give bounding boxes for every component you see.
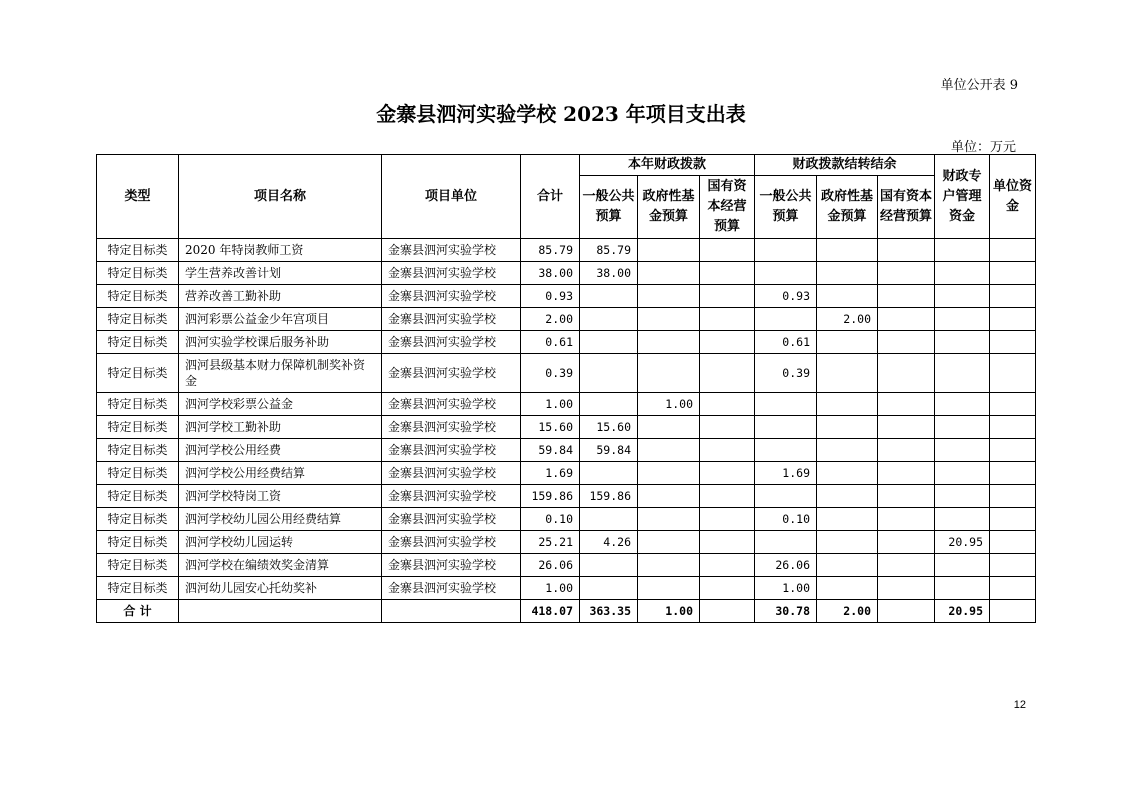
- header-carryover-group: 财政拨款结转结余: [755, 155, 935, 176]
- cell-type: 特定目标类: [97, 554, 179, 577]
- cell-co-general: 0.39: [755, 354, 817, 393]
- cell-cy-gov-fund: [638, 462, 700, 485]
- cell-cy-gov-fund: [638, 416, 700, 439]
- cell-project-name: 泗河幼儿园安心托幼奖补: [179, 577, 382, 600]
- cell-type: 特定目标类: [97, 331, 179, 354]
- header-co-gov-fund: 政府性基金预算: [817, 176, 878, 239]
- cell-total: 0.93: [521, 285, 580, 308]
- cell-co-state-capital: [878, 285, 935, 308]
- cell-project-name: 泗河学校特岗工资: [179, 485, 382, 508]
- form-number: 单位公开表 9: [940, 78, 1018, 93]
- cell-project-name: 2020 年特岗教师工资: [179, 239, 382, 262]
- cell-co-state-capital: [878, 485, 935, 508]
- cell-project-name: 泗河学校在编绩效奖金清算: [179, 554, 382, 577]
- cell-fiscal-special: [935, 554, 990, 577]
- header-current-year-group: 本年财政拨款: [580, 155, 755, 176]
- cell-co-gov-fund: [817, 577, 878, 600]
- cell-co-general: 0.93: [755, 285, 817, 308]
- cell-co-gov-fund: [817, 285, 878, 308]
- table-row: [97, 554, 1036, 577]
- cell-project-unit: 金寨县泗河实验学校: [382, 439, 521, 462]
- cell-total: 2.00: [521, 308, 580, 331]
- cell-project-unit: 金寨县泗河实验学校: [382, 485, 521, 508]
- header-cy-general: 一般公共预算: [580, 176, 638, 239]
- cell-unit-funds: [990, 577, 1036, 600]
- cell-cy-state-capital: [700, 331, 755, 354]
- header-project-name: 项目名称: [179, 155, 382, 239]
- cell-cy-gov-fund: [638, 508, 700, 531]
- cell-co-state-capital: [878, 308, 935, 331]
- cell-co-state-capital: [878, 354, 935, 393]
- cell-unit-funds: [990, 308, 1036, 331]
- cell-co-gov-fund: [817, 416, 878, 439]
- cell-type: 特定目标类: [97, 462, 179, 485]
- cell-project-name: 泗河县级基本财力保障机制奖补资金: [179, 354, 382, 393]
- header-fiscal-special: 财政专户管理资金: [935, 155, 990, 239]
- cell-unit-funds: [990, 508, 1036, 531]
- cell-fiscal-special: [935, 393, 990, 416]
- cell-fiscal-special: [935, 262, 990, 285]
- cell-project-name: 泗河学校公用经费结算: [179, 462, 382, 485]
- cell-unit-funds: [990, 285, 1036, 308]
- cell-total: 1.69: [521, 462, 580, 485]
- cell-co-general: [755, 485, 817, 508]
- totals-co-gov-fund: 2.00: [817, 600, 878, 623]
- cell-co-state-capital: [878, 462, 935, 485]
- cell-cy-gov-fund: [638, 554, 700, 577]
- cell-unit-funds: [990, 554, 1036, 577]
- cell-project-unit: 金寨县泗河实验学校: [382, 508, 521, 531]
- table-row: [97, 354, 1036, 393]
- cell-project-name: 营养改善工勤补助: [179, 285, 382, 308]
- cell-co-gov-fund: [817, 393, 878, 416]
- cell-cy-state-capital: [700, 554, 755, 577]
- cell-type: 特定目标类: [97, 239, 179, 262]
- cell-unit-funds: [990, 416, 1036, 439]
- totals-row: [97, 600, 1036, 623]
- cell-cy-state-capital: [700, 531, 755, 554]
- cell-unit-funds: [990, 331, 1036, 354]
- cell-cy-state-capital: [700, 354, 755, 393]
- header-co-general: 一般公共预算: [755, 176, 817, 239]
- cell-unit-funds: [990, 354, 1036, 393]
- cell-co-state-capital: [878, 531, 935, 554]
- cell-project-unit: 金寨县泗河实验学校: [382, 554, 521, 577]
- cell-total: 25.21: [521, 531, 580, 554]
- cell-cy-gov-fund: [638, 308, 700, 331]
- cell-co-gov-fund: [817, 439, 878, 462]
- cell-co-gov-fund: [817, 239, 878, 262]
- table-row: [97, 577, 1036, 600]
- cell-project-unit: 金寨县泗河实验学校: [382, 416, 521, 439]
- cell-co-state-capital: [878, 416, 935, 439]
- cell-project-name: 泗河学校彩票公益金: [179, 393, 382, 416]
- cell-co-state-capital: [878, 439, 935, 462]
- cell-total: 26.06: [521, 554, 580, 577]
- unit-label: 单位：万元: [950, 140, 1016, 155]
- cell-co-gov-fund: [817, 508, 878, 531]
- cell-cy-general: [580, 554, 638, 577]
- cell-total: 159.86: [521, 485, 580, 508]
- cell-total: 85.79: [521, 239, 580, 262]
- cell-cy-general: 4.26: [580, 531, 638, 554]
- totals-unit-funds: [990, 600, 1036, 623]
- cell-co-general: [755, 262, 817, 285]
- table-row: [97, 531, 1036, 554]
- cell-cy-state-capital: [700, 239, 755, 262]
- cell-cy-general: 85.79: [580, 239, 638, 262]
- cell-project-name: 泗河实验学校课后服务补助: [179, 331, 382, 354]
- cell-type: 特定目标类: [97, 531, 179, 554]
- cell-co-general: 1.69: [755, 462, 817, 485]
- table-row: [97, 462, 1036, 485]
- cell-total: 38.00: [521, 262, 580, 285]
- cell-cy-general: [580, 354, 638, 393]
- cell-type: 特定目标类: [97, 308, 179, 331]
- cell-cy-state-capital: [700, 262, 755, 285]
- cell-co-general: 0.61: [755, 331, 817, 354]
- cell-total: 0.61: [521, 331, 580, 354]
- cell-co-gov-fund: [817, 354, 878, 393]
- cell-project-unit: 金寨县泗河实验学校: [382, 285, 521, 308]
- cell-cy-gov-fund: [638, 531, 700, 554]
- cell-fiscal-special: [935, 416, 990, 439]
- header-cy-gov-fund: 政府性基金预算: [638, 176, 700, 239]
- cell-total: 0.39: [521, 354, 580, 393]
- page-number: 12: [1013, 699, 1026, 711]
- cell-co-general: 0.10: [755, 508, 817, 531]
- cell-project-name: 泗河学校公用经费: [179, 439, 382, 462]
- cell-type: 特定目标类: [97, 577, 179, 600]
- cell-cy-state-capital: [700, 485, 755, 508]
- cell-cy-gov-fund: [638, 354, 700, 393]
- cell-cy-state-capital: [700, 416, 755, 439]
- cell-cy-general: [580, 577, 638, 600]
- cell-project-unit: 金寨县泗河实验学校: [382, 331, 521, 354]
- table-row: [97, 331, 1036, 354]
- cell-co-general: [755, 308, 817, 331]
- cell-cy-state-capital: [700, 462, 755, 485]
- totals-empty-unit: [382, 600, 521, 623]
- cell-cy-general: 15.60: [580, 416, 638, 439]
- cell-unit-funds: [990, 485, 1036, 508]
- cell-unit-funds: [990, 239, 1036, 262]
- cell-fiscal-special: [935, 239, 990, 262]
- cell-cy-state-capital: [700, 285, 755, 308]
- cell-total: 0.10: [521, 508, 580, 531]
- cell-fiscal-special: [935, 331, 990, 354]
- table-row: [97, 308, 1036, 331]
- cell-co-gov-fund: 2.00: [817, 308, 878, 331]
- cell-unit-funds: [990, 531, 1036, 554]
- cell-project-name: 泗河学校幼儿园公用经费结算: [179, 508, 382, 531]
- cell-co-state-capital: [878, 577, 935, 600]
- cell-cy-gov-fund: [638, 331, 700, 354]
- table-row: [97, 239, 1036, 262]
- cell-co-gov-fund: [817, 331, 878, 354]
- cell-project-name: 学生营养改善计划: [179, 262, 382, 285]
- table-row: [97, 508, 1036, 531]
- cell-unit-funds: [990, 393, 1036, 416]
- cell-co-state-capital: [878, 393, 935, 416]
- totals-empty-name: [179, 600, 382, 623]
- cell-cy-general: 38.00: [580, 262, 638, 285]
- cell-cy-gov-fund: [638, 439, 700, 462]
- header-unit-funds: 单位资金: [990, 155, 1036, 239]
- cell-unit-funds: [990, 262, 1036, 285]
- cell-project-unit: 金寨县泗河实验学校: [382, 308, 521, 331]
- cell-cy-state-capital: [700, 308, 755, 331]
- cell-co-general: [755, 416, 817, 439]
- cell-total: 1.00: [521, 577, 580, 600]
- cell-project-unit: 金寨县泗河实验学校: [382, 393, 521, 416]
- cell-cy-gov-fund: [638, 577, 700, 600]
- cell-cy-gov-fund: [638, 239, 700, 262]
- page-title: 金寨县泗河实验学校 2023 年项目支出表: [376, 102, 746, 126]
- cell-cy-general: 159.86: [580, 485, 638, 508]
- cell-cy-gov-fund: [638, 485, 700, 508]
- cell-co-gov-fund: [817, 531, 878, 554]
- cell-fiscal-special: [935, 577, 990, 600]
- cell-unit-funds: [990, 439, 1036, 462]
- cell-cy-state-capital: [700, 393, 755, 416]
- cell-cy-state-capital: [700, 508, 755, 531]
- cell-cy-general: [580, 393, 638, 416]
- cell-co-gov-fund: [817, 554, 878, 577]
- cell-cy-state-capital: [700, 577, 755, 600]
- cell-type: 特定目标类: [97, 354, 179, 393]
- totals-cy-state-capital: [700, 600, 755, 623]
- table-row: [97, 285, 1036, 308]
- cell-co-gov-fund: [817, 262, 878, 285]
- cell-cy-general: 59.84: [580, 439, 638, 462]
- totals-co-state-capital: [878, 600, 935, 623]
- table-row: [97, 393, 1036, 416]
- cell-cy-general: [580, 508, 638, 531]
- header-project-unit: 项目单位: [382, 155, 521, 239]
- cell-project-name: 泗河学校工勤补助: [179, 416, 382, 439]
- cell-cy-general: [580, 462, 638, 485]
- cell-total: 15.60: [521, 416, 580, 439]
- totals-label: 合 计: [97, 600, 179, 623]
- cell-fiscal-special: [935, 308, 990, 331]
- cell-co-state-capital: [878, 508, 935, 531]
- cell-cy-general: [580, 285, 638, 308]
- header-co-state-capital: 国有资本经营预算: [878, 176, 935, 239]
- cell-co-general: [755, 439, 817, 462]
- table-row: [97, 262, 1036, 285]
- cell-co-state-capital: [878, 554, 935, 577]
- header-type: 类型: [97, 155, 179, 239]
- cell-co-general: 26.06: [755, 554, 817, 577]
- cell-total: 59.84: [521, 439, 580, 462]
- totals-cy-gov-fund: 1.00: [638, 600, 700, 623]
- cell-cy-general: [580, 308, 638, 331]
- cell-type: 特定目标类: [97, 439, 179, 462]
- totals-total: 418.07: [521, 600, 580, 623]
- cell-co-general: 1.00: [755, 577, 817, 600]
- cell-co-gov-fund: [817, 462, 878, 485]
- cell-co-state-capital: [878, 331, 935, 354]
- cell-fiscal-special: [935, 462, 990, 485]
- cell-project-unit: 金寨县泗河实验学校: [382, 239, 521, 262]
- cell-co-general: [755, 393, 817, 416]
- cell-fiscal-special: [935, 354, 990, 393]
- table-row: [97, 485, 1036, 508]
- cell-type: 特定目标类: [97, 285, 179, 308]
- cell-type: 特定目标类: [97, 416, 179, 439]
- cell-fiscal-special: [935, 485, 990, 508]
- cell-co-general: [755, 531, 817, 554]
- cell-project-name: 泗河彩票公益金少年宫项目: [179, 308, 382, 331]
- cell-cy-gov-fund: [638, 262, 700, 285]
- cell-project-unit: 金寨县泗河实验学校: [382, 462, 521, 485]
- cell-type: 特定目标类: [97, 393, 179, 416]
- table-row: [97, 416, 1036, 439]
- cell-project-unit: 金寨县泗河实验学校: [382, 354, 521, 393]
- cell-project-unit: 金寨县泗河实验学校: [382, 262, 521, 285]
- cell-fiscal-special: [935, 508, 990, 531]
- cell-cy-state-capital: [700, 439, 755, 462]
- cell-co-state-capital: [878, 239, 935, 262]
- totals-fiscal-special: 20.95: [935, 600, 990, 623]
- cell-co-general: [755, 239, 817, 262]
- cell-project-unit: 金寨县泗河实验学校: [382, 577, 521, 600]
- cell-type: 特定目标类: [97, 485, 179, 508]
- cell-cy-gov-fund: 1.00: [638, 393, 700, 416]
- header-cy-state-capital: 国有资本经营预算: [700, 176, 755, 239]
- cell-total: 1.00: [521, 393, 580, 416]
- cell-unit-funds: [990, 462, 1036, 485]
- project-expenditure-table: [96, 154, 1036, 623]
- cell-project-unit: 金寨县泗河实验学校: [382, 531, 521, 554]
- totals-cy-general: 363.35: [580, 600, 638, 623]
- cell-fiscal-special: 20.95: [935, 531, 990, 554]
- header-total: 合计: [521, 155, 580, 239]
- totals-co-general: 30.78: [755, 600, 817, 623]
- cell-project-name: 泗河学校幼儿园运转: [179, 531, 382, 554]
- cell-type: 特定目标类: [97, 508, 179, 531]
- cell-cy-general: [580, 331, 638, 354]
- cell-co-gov-fund: [817, 485, 878, 508]
- cell-type: 特定目标类: [97, 262, 179, 285]
- cell-fiscal-special: [935, 439, 990, 462]
- cell-fiscal-special: [935, 285, 990, 308]
- cell-co-state-capital: [878, 262, 935, 285]
- cell-cy-gov-fund: [638, 285, 700, 308]
- table-row: [97, 439, 1036, 462]
